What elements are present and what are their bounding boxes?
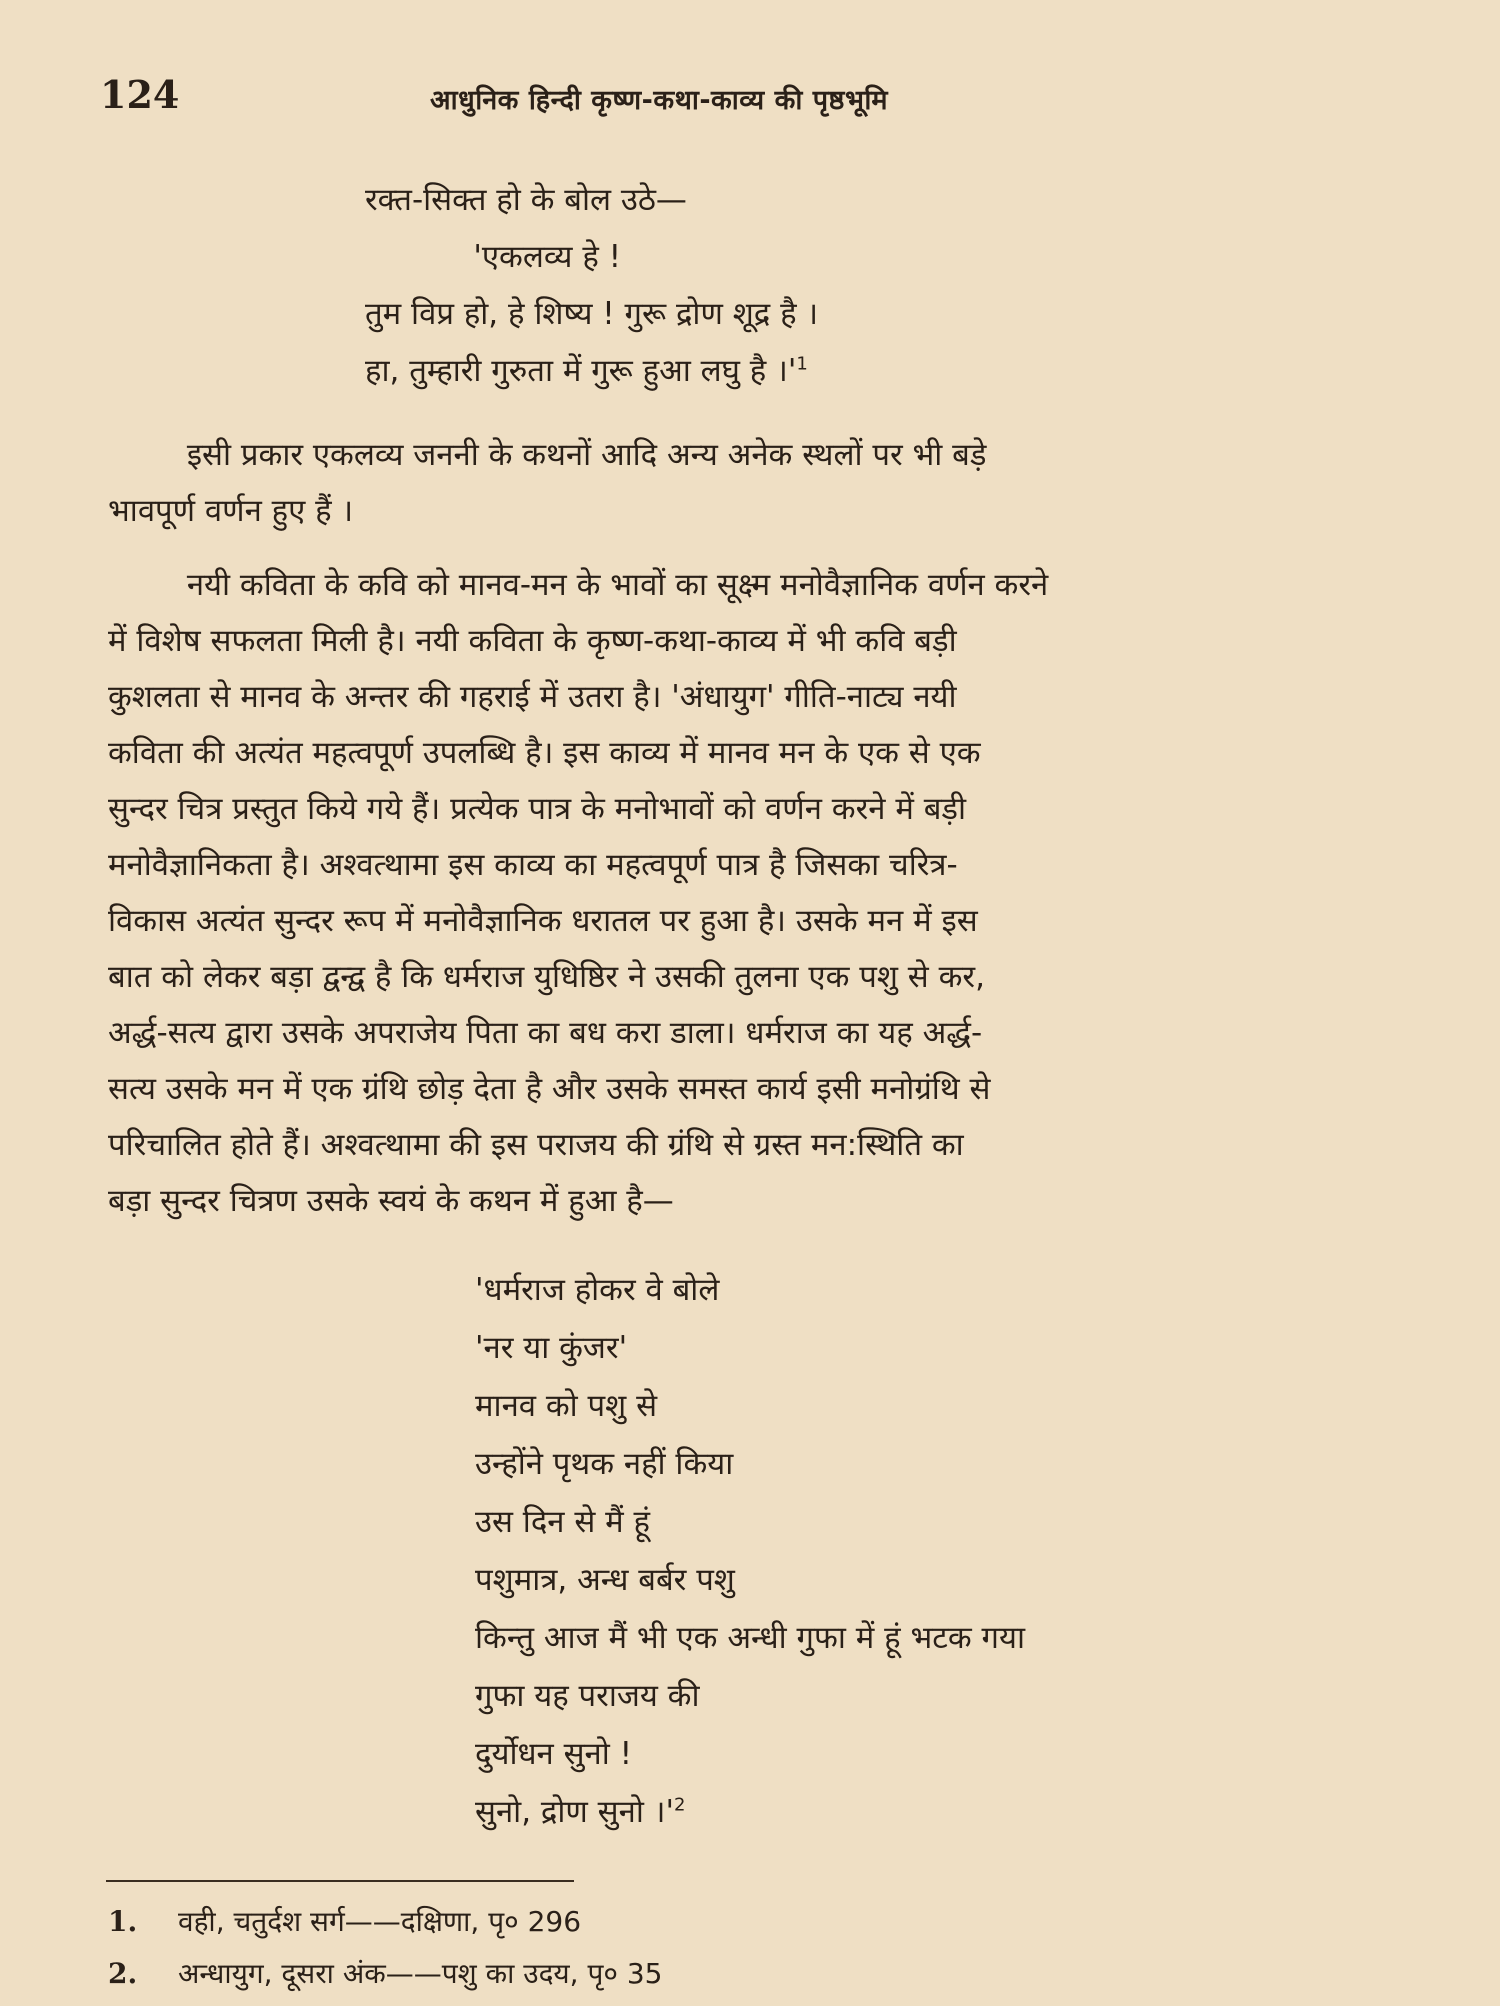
footnote-ref: 1 xyxy=(796,353,808,375)
verse-line: 'नर या कुंजर' xyxy=(475,1330,628,1366)
verse-line-text: सुनो, द्रोण सुनो ।' xyxy=(475,1794,674,1830)
paragraph-line: इसी प्रकार एकलव्य जननी के कथनों आदि अन्य अनेक स्थलों पर भी बड़े xyxy=(108,437,987,473)
footnote-number: 2. xyxy=(108,1957,138,1990)
paragraph-line: सुन्दर चित्र प्रस्तुत किये गये हैं। प्रत्येक पात्र के मनोभावों को वर्णन करने में बड़ी xyxy=(108,791,967,827)
verse-line: गुफा यह पराजय की xyxy=(475,1678,700,1714)
verse-line: रक्त-सिक्त हो के बोल उठे— xyxy=(365,182,687,218)
paragraph-line: कविता की अत्यंत महत्वपूर्ण उपलब्धि है। इस काव्य में मानव मन के एक से एक xyxy=(108,735,981,771)
verse-line xyxy=(475,1790,1025,1848)
paragraph-line: में विशेष सफलता मिली है। नयी कविता के कृष्ण-कथा-काव्य में भी कवि बड़ी xyxy=(108,623,957,659)
verse-line: उन्होंने पृथक नहीं किया xyxy=(475,1446,734,1482)
verse-line: पशुमात्र, अन्ध बर्बर पशु xyxy=(475,1562,735,1598)
footnote-item xyxy=(108,1902,662,1954)
page-number: 124 xyxy=(100,72,180,117)
verse-quote-2 xyxy=(475,1268,1025,1848)
footnote-text: वही, चतुर्दश सर्ग——दक्षिणा, पृ० 296 xyxy=(178,1905,582,1938)
footnote-ref: 2 xyxy=(673,1794,686,1816)
verse-quote-1 xyxy=(365,178,818,406)
paragraph-1 xyxy=(108,433,1448,545)
page-header xyxy=(100,72,1440,132)
paragraph-line: परिचालित होते हैं। अश्वत्थामा की इस पराजय की ग्रंथि से ग्रस्त मन:स्थिति का xyxy=(108,1127,964,1163)
footnote-divider xyxy=(106,1880,574,1882)
footnote-number: 1. xyxy=(108,1905,138,1938)
verse-line-text: हा, तुम्हारी गुरुता में गुरू हुआ लघु है ।' xyxy=(365,353,797,389)
footnote-text: अन्धायुग, दूसरा अंक——पशु का उदय, पृ० 35 xyxy=(178,1957,663,1990)
paragraph-line: विकास अत्यंत सुन्दर रूप में मनोवैज्ञानिक धरातल पर हुआ है। उसके मन में इस xyxy=(108,903,978,939)
paragraph-line: सत्य उसके मन में एक ग्रंथि छोड़ देता है और उसके समस्त कार्य इसी मनोग्रंथि से xyxy=(108,1071,991,1107)
paragraph-line: बड़ा सुन्दर चित्रण उसके स्वयं के कथन में हुआ है— xyxy=(108,1183,674,1219)
paragraph-line: नयी कविता के कवि को मानव-मन के भावों का सूक्ष्म मनोवैज्ञानिक वर्णन करने xyxy=(108,567,1049,603)
verse-line: मानव को पशु से xyxy=(475,1388,658,1424)
paragraph-line: मनोवैज्ञानिकता है। अश्वत्थामा इस काव्य का महत्वपूर्ण पात्र है जिसका चरित्र- xyxy=(108,847,958,883)
footnote-item xyxy=(108,1954,662,2006)
verse-line: 'एकलव्य हे ! xyxy=(365,239,622,275)
verse-line xyxy=(365,349,818,406)
paragraph-line: अर्द्ध-सत्य द्वारा उसके अपराजेय पिता का बध करा डाला। धर्मराज का यह अर्द्ध- xyxy=(108,1015,983,1051)
paragraph-line: भावपूर्ण वर्णन हुए हैं । xyxy=(108,493,354,529)
paragraph-line: कुशलता से मानव के अन्तर की गहराई में उतरा है। 'अंधायुग' गीति-नाट्य नयी xyxy=(108,679,957,715)
footnotes xyxy=(108,1902,662,2006)
verse-line: 'धर्मराज होकर वे बोले xyxy=(475,1272,720,1308)
paragraph-2 xyxy=(108,563,1448,1235)
verse-line: तुम विप्र हो, हे शिष्य ! गुरू द्रोण शूद्र है । xyxy=(365,296,819,332)
running-title: आधुनिक हिन्दी कृष्ण-कथा-काव्य की पृष्ठभूमि xyxy=(430,85,889,116)
verse-line: उस दिन से मैं हूं xyxy=(475,1504,651,1540)
verse-line: किन्तु आज मैं भी एक अन्धी गुफा में हूं भटक गया xyxy=(475,1620,1026,1656)
paragraph-line: बात को लेकर बड़ा द्वन्द्व है कि धर्मराज युधिष्ठिर ने उसकी तुलना एक पशु से कर, xyxy=(108,959,985,995)
verse-line: दुर्योधन सुनो ! xyxy=(475,1736,633,1772)
